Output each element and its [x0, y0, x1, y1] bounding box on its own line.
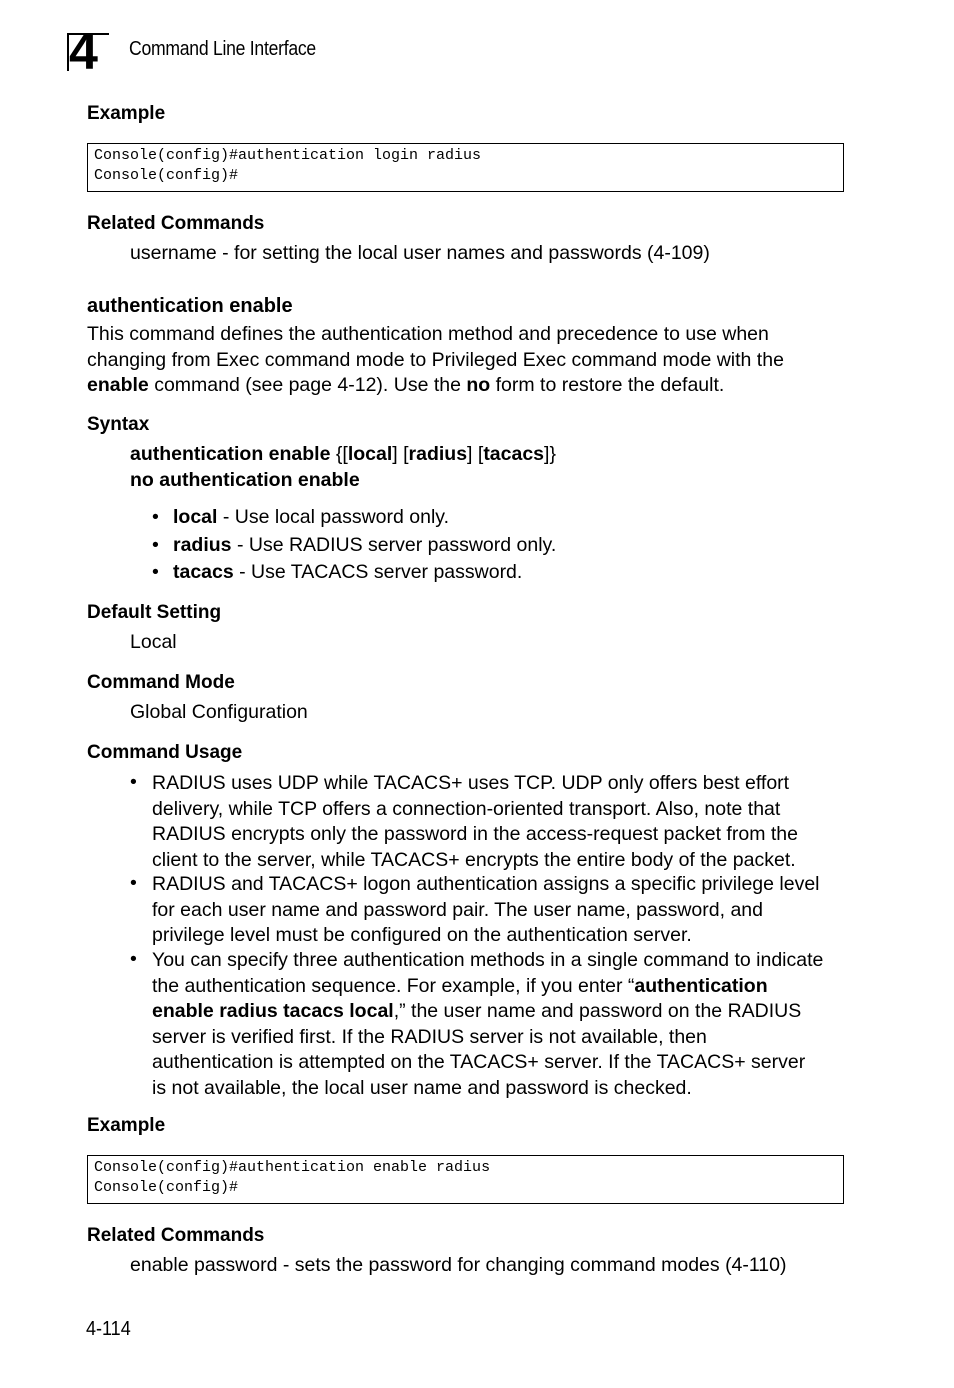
syntax-option-text [173, 506, 449, 529]
code-line: Console(config)#authentication login radius [94, 147, 482, 164]
usage-line [152, 999, 823, 1025]
usage-text: ,” the user name and password on the RADIUS [393, 1000, 802, 1022]
code-example-2 [87, 1155, 844, 1204]
related-command-text: enable password - sets the password for changing command modes (4-110) [130, 1254, 787, 1276]
syntax-option-text [173, 534, 556, 557]
code-line: Console(config)# [94, 167, 239, 184]
syntax-punct: {[ [330, 443, 348, 465]
command-description [87, 322, 784, 399]
keyword-enable: enable [87, 374, 149, 396]
syntax-option-item [152, 506, 159, 529]
usage-line: authentication is attempted on the TACACS+ server. If the TACACS+ server [152, 1051, 806, 1073]
command-mode-value: Global Configuration [130, 701, 308, 723]
usage-line: client to the server, while TACACS+ encrypts the entire body of the packet. [152, 848, 796, 871]
description-line [87, 373, 784, 399]
usage-line: You can specify three authentication methods in a single command to indicate [152, 949, 824, 971]
usage-line: privilege level must be configured on the authentication server. [152, 924, 692, 946]
option-desc: - Use TACACS server password. [233, 561, 523, 583]
description-line: This command defines the authentication method and precedence to use when [87, 323, 769, 345]
related-commands-heading: Related Commands [87, 1225, 265, 1246]
syntax-option-local: local [347, 443, 393, 465]
syntax-heading: Syntax [87, 414, 150, 435]
description-text: command (see page 4-12). Use the [148, 374, 467, 396]
syntax-option-tacacs: tacacs [483, 443, 545, 465]
description-text: form to restore the default. [490, 374, 725, 396]
bullet-icon: • [130, 872, 137, 894]
command-mode-heading: Command Mode [87, 672, 235, 693]
usage-keyword: authentication [634, 974, 768, 997]
option-desc: - Use RADIUS server password only. [231, 534, 557, 556]
example-heading: Example [87, 1115, 166, 1136]
keyword-no: no [466, 374, 491, 396]
default-setting-value: Local [130, 631, 177, 653]
usage-line [152, 974, 823, 1000]
default-setting-heading: Default Setting [87, 602, 222, 623]
command-usage-heading: Command Usage [87, 742, 243, 763]
usage-line: RADIUS and TACACS+ logon authentication assigns a specific privilege level [152, 873, 820, 895]
usage-line: for each user name and password pair. The user name, password, and [152, 898, 763, 921]
bullet-icon: • [152, 561, 159, 583]
bullet-icon: • [152, 534, 159, 556]
syntax-punct: ] [ [467, 443, 484, 465]
code-example-1 [87, 143, 844, 192]
option-desc: - Use local password only. [217, 506, 449, 528]
usage-item-1 [152, 771, 798, 873]
syntax-option-item [152, 534, 159, 557]
syntax-option-text [173, 561, 522, 584]
related-command-text: username - for setting the local user names and passwords (4-109) [130, 242, 710, 264]
usage-text: the authentication sequence. For example, if you enter “ [152, 974, 635, 997]
bullet-icon: • [152, 506, 159, 528]
syntax-option-radius: radius [408, 443, 468, 465]
syntax-keyword: authentication enable [130, 443, 331, 465]
usage-line: delivery, while TCP offers a connection-oriented transport. Also, note that [152, 797, 781, 820]
syntax-punct: ]} [544, 443, 556, 465]
option-name: tacacs [173, 561, 234, 583]
usage-line: server is verified first. If the RADIUS server is not available, then [152, 1025, 707, 1048]
bullet-icon: • [130, 948, 137, 970]
code-line: Console(config)# [94, 1179, 239, 1196]
usage-line: RADIUS encrypts only the password in the access-request packet from the [152, 823, 798, 845]
usage-item-3 [152, 948, 823, 1101]
related-commands-heading: Related Commands [87, 213, 265, 234]
syntax-option-item [152, 561, 159, 584]
syntax-punct: ] [ [392, 443, 409, 465]
option-name: radius [173, 534, 232, 556]
example-heading: Example [87, 103, 166, 124]
option-name: local [173, 506, 218, 528]
description-line: changing from Exec command mode to Privileged Exec command mode with the [87, 348, 784, 371]
syntax-no-command: no authentication enable [130, 469, 360, 491]
running-header-title: Command Line Interface [129, 38, 316, 60]
syntax-command [130, 443, 556, 466]
command-title: authentication enable [87, 295, 293, 317]
page-number: 4-114 [86, 1318, 131, 1340]
usage-keyword: enable radius tacacs local [152, 1000, 394, 1022]
chapter-number: 4 [69, 23, 98, 81]
bullet-icon: • [130, 771, 137, 793]
usage-line: is not available, the local user name and password is checked. [152, 1076, 692, 1099]
usage-line: RADIUS uses UDP while TACACS+ uses TCP. UDP only offers best effort [152, 772, 790, 794]
code-line: Console(config)#authentication enable radius [94, 1159, 491, 1176]
usage-item-2 [152, 872, 820, 949]
